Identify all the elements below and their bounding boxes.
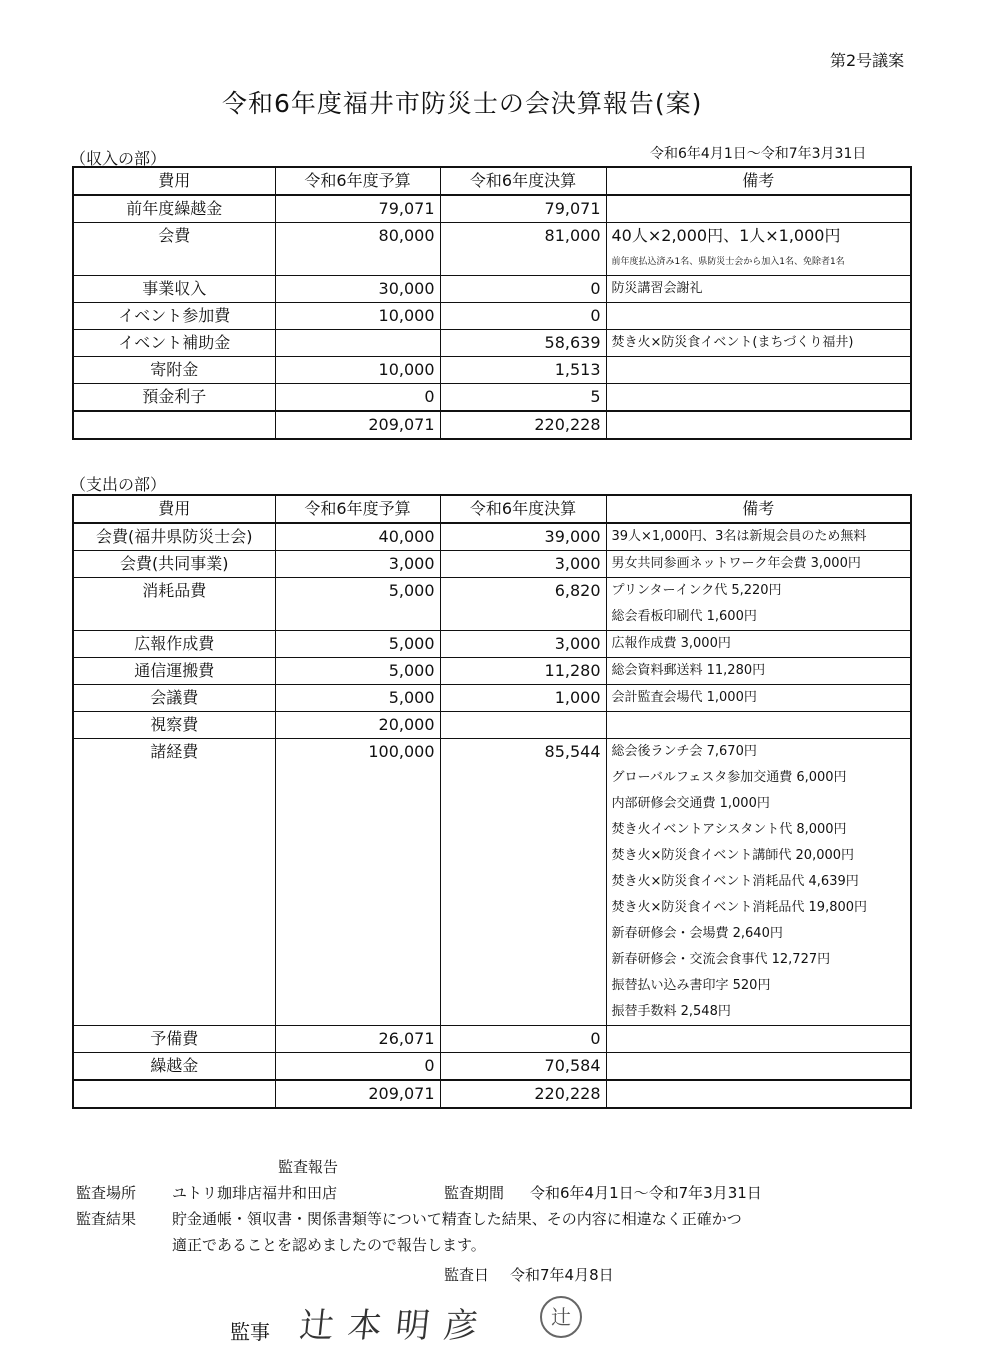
row-actual: 0 bbox=[440, 1026, 606, 1053]
row-actual-continued bbox=[440, 921, 606, 947]
table-row bbox=[73, 869, 911, 895]
audit-period-label: 監査期間 bbox=[444, 1184, 505, 1202]
total-budget: 209,071 bbox=[275, 1080, 440, 1108]
row-item: 広報作成費 bbox=[73, 631, 275, 658]
row-note bbox=[606, 357, 911, 384]
row-budget-continued bbox=[275, 921, 440, 947]
table-row bbox=[73, 947, 911, 973]
row-note: 広報作成費 3,000円 bbox=[606, 631, 911, 658]
row-note bbox=[606, 1053, 911, 1081]
row-budget-continued bbox=[275, 817, 440, 843]
table-row bbox=[73, 658, 911, 685]
expense-section-label: （支出の部） bbox=[70, 475, 167, 494]
audit-result-line1: 貯金通帳・領収書・関係書類等について精査した結果、その内容に相違なく正確かつ bbox=[172, 1210, 742, 1228]
total-row bbox=[73, 1080, 911, 1108]
row-budget: 0 bbox=[275, 1053, 440, 1081]
row-actual bbox=[440, 712, 606, 739]
row-actual: 1,513 bbox=[440, 357, 606, 384]
row-item-continued bbox=[73, 921, 275, 947]
row-actual-continued bbox=[440, 999, 606, 1026]
header-budget: 令和6年度予算 bbox=[275, 495, 440, 523]
row-note: 振替手数料 2,548円 bbox=[606, 999, 911, 1026]
row-actual: 1,000 bbox=[440, 685, 606, 712]
row-actual: 5 bbox=[440, 384, 606, 412]
row-item-continued bbox=[73, 999, 275, 1026]
row-budget-continued bbox=[275, 843, 440, 869]
row-budget-continued bbox=[275, 604, 440, 631]
row-note: 焚き火×防災食イベント(まちづくり福井) bbox=[606, 330, 911, 357]
table-row bbox=[73, 384, 911, 412]
header-notes: 備考 bbox=[606, 167, 911, 195]
audit-date-label: 監査日 bbox=[444, 1266, 490, 1284]
total-label bbox=[73, 411, 275, 439]
table-row bbox=[73, 631, 911, 658]
table-row bbox=[73, 357, 911, 384]
total-note bbox=[606, 411, 911, 439]
row-item-continued bbox=[73, 869, 275, 895]
row-actual: 58,639 bbox=[440, 330, 606, 357]
row-note bbox=[606, 1026, 911, 1053]
row-budget bbox=[275, 330, 440, 357]
table-row bbox=[73, 578, 911, 605]
row-item: 予備費 bbox=[73, 1026, 275, 1053]
header-actual: 令和6年度決算 bbox=[440, 495, 606, 523]
row-note bbox=[606, 303, 911, 330]
row-actual-continued bbox=[440, 604, 606, 631]
total-label bbox=[73, 1080, 275, 1108]
row-actual: 11,280 bbox=[440, 658, 606, 685]
table-row bbox=[73, 685, 911, 712]
row-budget-continued bbox=[275, 947, 440, 973]
row-item: 通信運搬費 bbox=[73, 658, 275, 685]
table-row bbox=[73, 791, 911, 817]
row-note: 内部研修会交通費 1,000円 bbox=[606, 791, 911, 817]
row-item: 消耗品費 bbox=[73, 578, 275, 605]
table-row bbox=[73, 249, 911, 276]
table-row bbox=[73, 712, 911, 739]
header-cost: 費用 bbox=[73, 167, 275, 195]
row-note: 会計監査会場代 1,000円 bbox=[606, 685, 911, 712]
table-row bbox=[73, 1026, 911, 1053]
table-row bbox=[73, 523, 911, 551]
row-actual: 39,000 bbox=[440, 523, 606, 551]
row-note: 新春研修会・会場費 2,640円 bbox=[606, 921, 911, 947]
row-note: 40人×2,000円、1人×1,000円 bbox=[606, 223, 911, 250]
table-row bbox=[73, 739, 911, 766]
row-item: 会費(共同事業) bbox=[73, 551, 275, 578]
audit-result-line2: 適正であることを認めましたので報告します。 bbox=[172, 1236, 486, 1254]
row-item-continued bbox=[73, 765, 275, 791]
row-item-continued bbox=[73, 973, 275, 999]
row-budget-continued bbox=[275, 791, 440, 817]
row-budget: 79,071 bbox=[275, 195, 440, 223]
row-actual: 3,000 bbox=[440, 551, 606, 578]
row-budget: 0 bbox=[275, 384, 440, 412]
row-item-continued bbox=[73, 604, 275, 631]
audit-period: 令和6年4月1日～令和7年3月31日 bbox=[530, 1184, 762, 1202]
row-item: 繰越金 bbox=[73, 1053, 275, 1081]
row-note: 男女共同参画ネットワーク年会費 3,000円 bbox=[606, 551, 911, 578]
table-row bbox=[73, 999, 911, 1026]
table-row bbox=[73, 921, 911, 947]
row-budget: 40,000 bbox=[275, 523, 440, 551]
row-item: イベント参加費 bbox=[73, 303, 275, 330]
row-item: 会議費 bbox=[73, 685, 275, 712]
row-budget: 30,000 bbox=[275, 276, 440, 303]
row-budget: 80,000 bbox=[275, 223, 440, 250]
row-budget: 100,000 bbox=[275, 739, 440, 766]
row-item-continued bbox=[73, 791, 275, 817]
row-budget: 20,000 bbox=[275, 712, 440, 739]
row-note: 総会看板印刷代 1,600円 bbox=[606, 604, 911, 631]
row-budget: 5,000 bbox=[275, 658, 440, 685]
income-section-label: （収入の部） bbox=[70, 149, 167, 168]
row-item-continued bbox=[73, 895, 275, 921]
row-item-continued bbox=[73, 843, 275, 869]
row-note: 総会資料郵送料 11,280円 bbox=[606, 658, 911, 685]
row-item: 諸経費 bbox=[73, 739, 275, 766]
total-actual: 220,228 bbox=[440, 1080, 606, 1108]
row-item-continued bbox=[73, 249, 275, 276]
row-item-continued bbox=[73, 817, 275, 843]
table-row bbox=[73, 1053, 911, 1081]
auditor-signature: 辻本明彦 bbox=[297, 1306, 494, 1346]
row-item: 寄附金 bbox=[73, 357, 275, 384]
header-budget: 令和6年度予算 bbox=[275, 167, 440, 195]
row-actual-continued bbox=[440, 817, 606, 843]
row-note: 新春研修会・交流会食事代 12,727円 bbox=[606, 947, 911, 973]
row-budget: 26,071 bbox=[275, 1026, 440, 1053]
row-actual: 0 bbox=[440, 303, 606, 330]
total-row bbox=[73, 411, 911, 439]
row-note: 振替払い込み書印字 520円 bbox=[606, 973, 911, 999]
income-table bbox=[72, 166, 912, 440]
row-item: 視察費 bbox=[73, 712, 275, 739]
row-budget: 10,000 bbox=[275, 357, 440, 384]
audit-result-label: 監査結果 bbox=[76, 1210, 137, 1228]
row-budget: 5,000 bbox=[275, 631, 440, 658]
row-note: 焚き火イベントアシスタント代 8,000円 bbox=[606, 817, 911, 843]
row-note: 焚き火×防災食イベント消耗品代 4,639円 bbox=[606, 869, 911, 895]
total-note bbox=[606, 1080, 911, 1108]
row-item: 前年度繰越金 bbox=[73, 195, 275, 223]
income-rows bbox=[73, 195, 911, 439]
row-actual: 85,544 bbox=[440, 739, 606, 766]
table-row bbox=[73, 276, 911, 303]
row-actual: 6,820 bbox=[440, 578, 606, 605]
row-note: プリンターインク代 5,220円 bbox=[606, 578, 911, 605]
row-budget-continued bbox=[275, 973, 440, 999]
table-row bbox=[73, 330, 911, 357]
row-item: 会費(福井県防災士会) bbox=[73, 523, 275, 551]
expense-table bbox=[72, 494, 912, 1109]
row-budget-continued bbox=[275, 895, 440, 921]
document-number: 第2号議案 bbox=[830, 51, 905, 70]
row-note: 前年度払込済み1名、県防災士会から加入1名、免除者1名 bbox=[606, 249, 911, 276]
row-item: 預金利子 bbox=[73, 384, 275, 412]
total-budget: 209,071 bbox=[275, 411, 440, 439]
table-row bbox=[73, 303, 911, 330]
row-note: グローバルフェスタ参加交通費 6,000円 bbox=[606, 765, 911, 791]
row-actual-continued bbox=[440, 973, 606, 999]
fiscal-period: 令和6年4月1日～令和7年3月31日 bbox=[650, 146, 867, 162]
table-row bbox=[73, 843, 911, 869]
row-budget: 5,000 bbox=[275, 578, 440, 605]
row-budget-continued bbox=[275, 999, 440, 1026]
auditor-seal: 辻 bbox=[540, 1296, 582, 1338]
audit-place-label: 監査場所 bbox=[76, 1184, 137, 1202]
row-item: 事業収入 bbox=[73, 276, 275, 303]
row-actual: 3,000 bbox=[440, 631, 606, 658]
row-note: 防災講習会謝礼 bbox=[606, 276, 911, 303]
row-budget-continued bbox=[275, 249, 440, 276]
row-budget: 10,000 bbox=[275, 303, 440, 330]
row-budget-continued bbox=[275, 869, 440, 895]
table-row bbox=[73, 765, 911, 791]
table-row bbox=[73, 195, 911, 223]
table-row bbox=[73, 223, 911, 250]
document-title: 令和6年度福井市防災士の会決算報告(案) bbox=[222, 89, 703, 118]
row-item: 会費 bbox=[73, 223, 275, 250]
row-note: 39人×1,000円、3名は新規会員のため無料 bbox=[606, 523, 911, 551]
audit-date: 令和7年4月8日 bbox=[510, 1266, 614, 1284]
auditor-label: 監事 bbox=[230, 1320, 270, 1344]
total-actual: 220,228 bbox=[440, 411, 606, 439]
row-actual: 81,000 bbox=[440, 223, 606, 250]
row-note bbox=[606, 195, 911, 223]
row-budget: 3,000 bbox=[275, 551, 440, 578]
row-item-continued bbox=[73, 947, 275, 973]
row-actual-continued bbox=[440, 895, 606, 921]
audit-heading: 監査報告 bbox=[278, 1158, 339, 1176]
row-actual-continued bbox=[440, 791, 606, 817]
table-row bbox=[73, 604, 911, 631]
header-actual: 令和6年度決算 bbox=[440, 167, 606, 195]
row-actual: 0 bbox=[440, 276, 606, 303]
row-actual: 70,584 bbox=[440, 1053, 606, 1081]
row-actual: 79,071 bbox=[440, 195, 606, 223]
header-cost: 費用 bbox=[73, 495, 275, 523]
row-note: 焚き火×防災食イベント消耗品代 19,800円 bbox=[606, 895, 911, 921]
row-budget: 5,000 bbox=[275, 685, 440, 712]
expense-rows bbox=[73, 523, 911, 1108]
row-note: 総会後ランチ会 7,670円 bbox=[606, 739, 911, 766]
row-actual-continued bbox=[440, 249, 606, 276]
audit-place: ユトリ珈琲店福井和田店 bbox=[172, 1184, 338, 1202]
row-actual-continued bbox=[440, 765, 606, 791]
table-row bbox=[73, 551, 911, 578]
row-actual-continued bbox=[440, 947, 606, 973]
row-item: イベント補助金 bbox=[73, 330, 275, 357]
table-row bbox=[73, 973, 911, 999]
table-row bbox=[73, 895, 911, 921]
row-note bbox=[606, 384, 911, 412]
row-note bbox=[606, 712, 911, 739]
row-actual-continued bbox=[440, 869, 606, 895]
row-budget-continued bbox=[275, 765, 440, 791]
row-note: 焚き火×防災食イベント講師代 20,000円 bbox=[606, 843, 911, 869]
row-actual-continued bbox=[440, 843, 606, 869]
header-notes: 備考 bbox=[606, 495, 911, 523]
table-row bbox=[73, 817, 911, 843]
